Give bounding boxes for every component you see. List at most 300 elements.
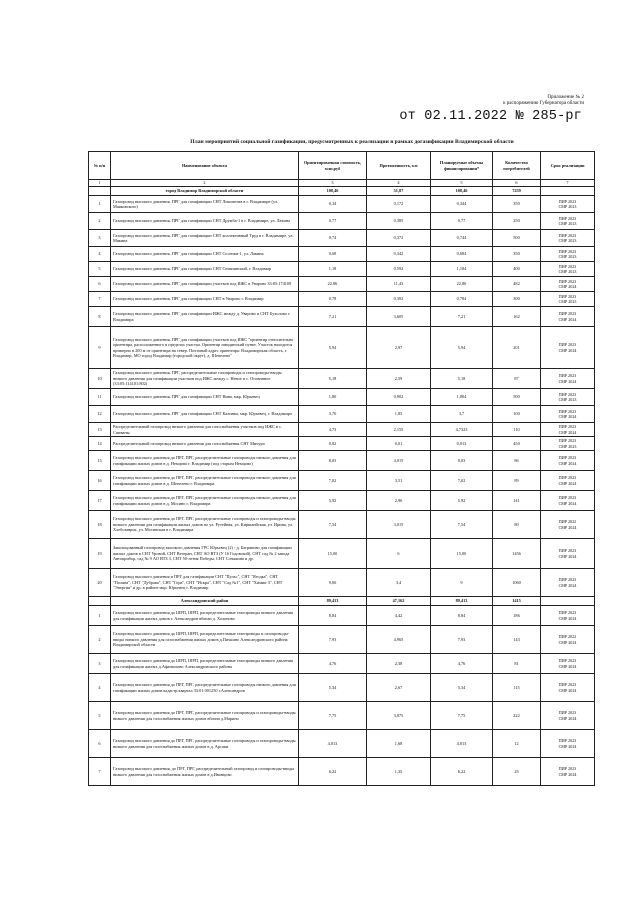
col-num-6: 6 <box>493 180 541 187</box>
approx-cost: 7,54 <box>299 511 367 539</box>
term-line: ПИР 2023 <box>558 248 577 254</box>
consumers-count: 141 <box>493 491 541 511</box>
implementation-term <box>541 451 595 471</box>
object-name: Распределительный газопровод низкого давления для газоснабжения СНТ Мичуро <box>111 437 299 451</box>
approx-cost: 8,03 <box>299 451 367 471</box>
order-date-number: от 02.11.2022 № 285-рг <box>399 109 582 124</box>
row-number: 4 <box>89 674 111 702</box>
column-number-row <box>89 180 595 187</box>
pipe-length: 2,59 <box>367 369 431 389</box>
col-num-2: 2 <box>111 180 299 187</box>
approx-cost: 5,94 <box>299 327 367 369</box>
implementation-term <box>541 277 595 292</box>
planned-financing: 8,03 <box>431 451 493 471</box>
appendix-order-ref: к распоряжению Губернатора области <box>503 101 584 106</box>
pipe-length: 0,392 <box>367 292 431 307</box>
section-cost: 89,413 <box>299 597 367 606</box>
object-name: Газопровод высокого давления, ПРГ для газификации СНТ в Уварово г. Владимир <box>111 292 299 307</box>
term-line: СМР 2024 <box>558 715 577 721</box>
object-name: Газопровод высокого давления, ПРГ для газификации СНТ Нива, мкр. Юрьевец <box>111 389 299 406</box>
term-line: СМР 2024 <box>558 582 577 588</box>
table-row <box>89 213 595 230</box>
consumers-count: 350 <box>493 196 541 213</box>
section-cost: 108,46 <box>299 187 367 196</box>
appendix-block <box>384 95 584 107</box>
term-line: ПИР 2023 <box>558 278 577 284</box>
table-row <box>89 230 595 247</box>
term-line: СМР 2024 <box>558 347 577 353</box>
pipe-length: 4,42 <box>367 606 431 626</box>
object-name: Газопровод высокого давления до ПРГ, ПРГ, распределительные газопроводы низкого давления для газификации жилых домов в д. Мосино г. Владимира <box>111 491 299 511</box>
table-row <box>89 406 595 423</box>
table-row <box>89 471 595 491</box>
term-line: СМР 2024 <box>558 316 577 322</box>
term-line: ПИР 2023 <box>558 391 577 397</box>
approx-cost: 0,77 <box>299 213 367 230</box>
implementation-term <box>541 730 595 758</box>
implementation-term <box>541 369 595 389</box>
object-name: Газопровод высокого давления до ПРГ, ПРГ, распределительные газопроводы и газопроводы-вводы низкого давления для газоснабжения жилых домов вблизи д.Марино <box>111 702 299 730</box>
planned-financing: 0,744 <box>431 230 493 247</box>
section-num <box>89 597 111 606</box>
col-header-length: Протяженность, км <box>367 152 431 180</box>
consumers-count: 186 <box>493 606 541 626</box>
object-name: Распределительный газопровод низкого давления для газоснабжения участков под ИЖС в с. Спиваны <box>111 423 299 437</box>
pipe-length: 0,902 <box>367 389 431 406</box>
table-row <box>89 569 595 597</box>
table-row <box>89 702 595 730</box>
row-number: 17 <box>89 491 111 511</box>
table-row <box>89 730 595 758</box>
implementation-term <box>541 327 595 369</box>
term-line: СМР 2024 <box>558 429 577 435</box>
pipe-length: 4,965 <box>367 626 431 654</box>
object-name: Газопровод высокого давления, ПРГ для газификации участков под ИЖС в Уварово 33:05:174109 <box>111 277 299 292</box>
consumers-count: 100 <box>493 406 541 423</box>
pipe-length: 2,96 <box>367 491 431 511</box>
table-row <box>89 262 595 277</box>
consumers-count: 201 <box>493 327 541 369</box>
approx-cost: 7,02 <box>299 471 367 491</box>
table-row <box>89 539 595 569</box>
object-name: Газопровод высокого давления до ПРГ, ПРГ, распределительные газопроводы низкого давления для газификации жилых домов в д. Немцово г. Владимир (под старым Немцово) <box>111 451 299 471</box>
pipe-length: 2,155 <box>367 423 431 437</box>
term-line: СМР 2024 <box>558 663 577 669</box>
table-row <box>89 327 595 369</box>
planned-financing: 9 <box>431 569 493 597</box>
row-number: 3 <box>89 230 111 247</box>
term-line: ПИР 2023 <box>558 682 577 688</box>
term-line: ПИР 2023 <box>558 263 577 269</box>
row-number: 3 <box>89 654 111 674</box>
approx-cost: 4,013 <box>299 730 367 758</box>
col-header-num: № п/п <box>89 152 111 180</box>
term-line: СМР 2023 <box>558 269 577 274</box>
term-line: СМР 2024 <box>558 414 577 419</box>
row-number: 18 <box>89 511 111 539</box>
approx-cost: 1,80 <box>299 389 367 406</box>
term-line: ПИР 2023 <box>558 455 577 461</box>
planned-financing: 7,93 <box>431 626 493 654</box>
consumers-count: 25 <box>493 758 541 786</box>
object-name: Газопровод высокого давления до ШРП, ШРП, распределительные газопроводы низкого давления для газификации жилых домов г. Александров вблизи д. Холоново <box>111 606 299 626</box>
pipe-length: 4,015 <box>367 451 431 471</box>
term-line: СМР 2023 <box>558 238 577 243</box>
table-row <box>89 626 595 654</box>
implementation-term <box>541 758 595 786</box>
object-name: Газопровод высокого давления, ПРГ для газификации СНТ Калинка, мкр. Юрьевец, г. Владимира <box>111 406 299 423</box>
planned-financing: 6,22 <box>431 758 493 786</box>
object-name: Газопровод высокого давления, ПРГ, распределительные газопроводы и газопроводы-вводы низкого давления для газификации участков под ИЖС между с. Невое и с. Осовинное (33:05:114101:802) <box>111 369 299 389</box>
planned-financing: 4,013 <box>431 730 493 758</box>
section-consumers: 1415 <box>493 597 541 606</box>
object-name: Газопровод высокого давления до ПРГ, ПРГ, распределительные газопроводы и газопроводы-вводы низкого давления для газоснабжения жилых домов в д. Арсаки <box>111 730 299 758</box>
approx-cost: 5,92 <box>299 491 367 511</box>
approx-cost: 7,21 <box>299 307 367 327</box>
term-line: ПИР 2023 <box>558 738 577 744</box>
implementation-term <box>541 230 595 247</box>
approx-cost: 4,76 <box>299 654 367 674</box>
term-line: СМР 2024 <box>558 378 577 384</box>
implementation-term <box>541 606 595 626</box>
term-line: ПИР 2023 <box>558 198 577 204</box>
object-name: Газопровод высокого давления до ШРП, ШРП, распределительные газопроводы низкого давления для газификации жилых д.Афанасьево Александровского района <box>111 654 299 674</box>
implementation-term <box>541 674 595 702</box>
term-line: ПИР 2023 <box>558 475 577 481</box>
term-line: СМР 2024 <box>558 500 577 506</box>
table-row <box>89 758 595 786</box>
term-line: СМР 2023 <box>558 397 577 402</box>
row-number: 2 <box>89 626 111 654</box>
object-name: Газопровод высокого давления до ПРГ, ПРГ, распределительные газопроводы низкого давления для газификации жилых домов кадастр.квартал 33:01:001250 г.Александров <box>111 674 299 702</box>
row-number: 1 <box>89 196 111 213</box>
implementation-term <box>541 539 595 569</box>
implementation-term <box>541 292 595 307</box>
pipe-length: 2,97 <box>367 327 431 369</box>
term-line: СМР 2024 <box>558 460 577 466</box>
planned-financing: 15,00 <box>431 539 493 569</box>
planned-financing: 0,013 <box>431 437 493 451</box>
pipe-length: 3,51 <box>367 471 431 491</box>
row-number: 12 <box>89 406 111 423</box>
table-row <box>89 307 595 327</box>
section-consumers: 7259 <box>493 187 541 196</box>
consumers-count: 300 <box>493 292 541 307</box>
term-line: СМР 2023 <box>558 254 577 259</box>
pipe-length: 1,35 <box>367 758 431 786</box>
table-row <box>89 369 595 389</box>
table-row <box>89 511 595 539</box>
table-row <box>89 389 595 406</box>
consumers-count: 89 <box>493 471 541 491</box>
implementation-term <box>541 471 595 491</box>
col-header-term: Срок реализации <box>541 152 595 180</box>
object-name: Газопровод высокого давления, ПРГ для газификации СНТ Сосенки-1, ул. Лакина <box>111 247 299 262</box>
term-line: СМР 2024 <box>558 771 577 777</box>
approx-cost: 5,34 <box>299 674 367 702</box>
object-name: Газопровод высокого давления до ШРП, ШРП, распределительные газопроводы и газопроводы-вводы низкого давления для газоснабжения жилых домов д.Пичкино Александровского района Владимирской области <box>111 626 299 654</box>
term-line: СМР 2024 <box>558 284 577 289</box>
consumers-count: 162 <box>493 307 541 327</box>
implementation-term <box>541 702 595 730</box>
term-line: ПИР 2023 <box>558 495 577 501</box>
planned-financing: 1,184 <box>431 262 493 277</box>
col-num-5: 5 <box>431 180 493 187</box>
approx-cost: 7,75 <box>299 702 367 730</box>
table-row <box>89 654 595 674</box>
consumers-count: 500 <box>493 230 541 247</box>
planned-financing: 0,684 <box>431 247 493 262</box>
approx-cost: 6,22 <box>299 758 367 786</box>
implementation-term <box>541 262 595 277</box>
implementation-term <box>541 406 595 423</box>
term-line: СМР 2023 <box>558 443 577 449</box>
pipe-length: 2,67 <box>367 674 431 702</box>
consumers-count: 350 <box>493 247 541 262</box>
approx-cost: 1,18 <box>299 262 367 277</box>
implementation-term <box>541 569 595 597</box>
planned-financing: 8,84 <box>431 606 493 626</box>
row-number: 7 <box>89 292 111 307</box>
col-header-consumers: Количество потребителей <box>493 152 541 180</box>
consumers-count: 450 <box>493 437 541 451</box>
implementation-term <box>541 511 595 539</box>
table-row <box>89 247 595 262</box>
section-term <box>541 187 595 196</box>
consumers-count: 81 <box>493 654 541 674</box>
table-body <box>89 187 595 786</box>
term-line: ПИР 2023 <box>558 311 577 317</box>
term-line: ПИР 2023 <box>558 408 577 414</box>
term-line: ПИР 2023 <box>558 710 577 716</box>
term-line: СМР 2024 <box>558 615 577 621</box>
section-length: 47,162 <box>367 597 431 606</box>
section-finance: 108,46 <box>431 187 493 196</box>
term-line: СМР 2024 <box>558 524 577 530</box>
implementation-term <box>541 307 595 327</box>
section-name: город Владимир Владимирской области <box>111 187 299 196</box>
term-line: ПИР 2023 <box>558 610 577 616</box>
section-num <box>89 187 111 196</box>
pipe-length: 3,015 <box>367 511 431 539</box>
table-row <box>89 423 595 437</box>
col-num-3: 3 <box>299 180 367 187</box>
approx-cost: 8,84 <box>299 606 367 626</box>
planned-financing: 1,804 <box>431 389 493 406</box>
object-name: Газопровод высокого давления, ПРГ для газификации СНТ Дружба-1 в г. Владимире, ул. Лакина <box>111 213 299 230</box>
consumers-count: 1060 <box>493 569 541 597</box>
consumers-count: 12 <box>493 730 541 758</box>
col-header-cost: Ориентировочная стоимость, млн.руб <box>299 152 367 180</box>
approx-cost: 22,86 <box>299 277 367 292</box>
appendix-number: Приложение № 2 <box>547 95 584 100</box>
term-line: СМР 2024 <box>558 480 577 486</box>
planned-financing: 22,86 <box>431 277 493 292</box>
object-name: Газопровод высокого давления, ПРГ для газификации СНТ Семязинский, г. Владимир <box>111 262 299 277</box>
term-line: ПИР 2023 <box>558 577 577 583</box>
implementation-term <box>541 213 595 230</box>
table-row <box>89 437 595 451</box>
section-finance: 89,413 <box>431 597 493 606</box>
planned-financing: 0,784 <box>431 292 493 307</box>
term-line: ПИР 2023 <box>558 766 577 772</box>
term-line: ПИР 2023 <box>558 342 577 348</box>
implementation-term <box>541 423 595 437</box>
col-num-7: 7 <box>541 180 595 187</box>
implementation-term <box>541 491 595 511</box>
approx-cost: 4,73 <box>299 423 367 437</box>
planned-financing: 7,54 <box>431 511 493 539</box>
object-name: Газопровод высокого давления до ПРГ, ПРГ, распределительные газопроводы и газопроводы-вводы низкого давления для газификации жилых домов по ул. Рутейная, ул. Киршанйская, ул. Ирина, ул. Хлебозаврок, ул. Мосинская в г. Владимира <box>111 511 299 539</box>
term-line: ПИР 2023 <box>558 424 577 430</box>
row-number: 9 <box>89 327 111 369</box>
planned-financing: 0,344 <box>431 196 493 213</box>
approx-cost: 9,06 <box>299 569 367 597</box>
object-name: Газопровод высокого давления, до ПРГ, ПРГ, распределительный газопровод и газопроводы-вводы низкого давления для газоснабжения жилых домов в д.Иванцово <box>111 758 299 786</box>
pipe-length: 3,605 <box>367 307 431 327</box>
object-name: Газопровод высокого давления, ПРГ для газификации ИЖС между д. Уварово и СНТ Бухолово г. Владимира <box>111 307 299 327</box>
object-name: Газопровод высокого давления, ПРГ для газификации участков под ИЖС "ориентир относительно ориентира, расположенного в пределах участка. Ориентир заводинский пункт. Участок находится примерно в 200 м от ориентира на север. Почтовый адрес ориентира: Владимирская область, г. Владимир, МО город Владимир (городской округ), д. Шепелево" <box>111 327 299 369</box>
planned-financing: 7,75 <box>431 702 493 730</box>
consumers-count: 86 <box>493 451 541 471</box>
pipe-length: 1,68 <box>367 730 431 758</box>
row-number: 5 <box>89 262 111 277</box>
implementation-term <box>541 654 595 674</box>
term-line: СМР 2024 <box>558 553 577 559</box>
pipe-length: 0,172 <box>367 196 431 213</box>
section-name: Александровский район <box>111 597 299 606</box>
plan-table <box>88 151 595 786</box>
term-line: СМР 2024 <box>558 639 577 645</box>
pipe-length: 0,01 <box>367 437 431 451</box>
row-number: 16 <box>89 471 111 491</box>
consumers-count: 500 <box>493 389 541 406</box>
row-number: 4 <box>89 247 111 262</box>
pipe-length: 6 <box>367 539 431 569</box>
object-name: Газопровод высокого давления до ПРГ, ПРГ, распределительные газопроводы низкого давления для газификации жилых домов в д. Шепелево г. Владимира <box>111 471 299 491</box>
implementation-term <box>541 437 595 451</box>
row-number: 20 <box>89 569 111 597</box>
pipe-length: 0,372 <box>367 230 431 247</box>
term-line: ПИР 2023 <box>558 232 577 238</box>
row-number: 2 <box>89 213 111 230</box>
row-number: 15 <box>89 451 111 471</box>
row-number: 11 <box>89 389 111 406</box>
approx-cost: 7,93 <box>299 626 367 654</box>
table-row <box>89 292 595 307</box>
row-number: 7 <box>89 758 111 786</box>
term-line: СМР 2023 <box>558 221 577 226</box>
approx-cost: 0,74 <box>299 230 367 247</box>
header-row <box>89 152 595 180</box>
section-row <box>89 187 595 196</box>
term-line: ПИР 2022 <box>558 634 577 640</box>
term-line: СМР 2024 <box>558 687 577 693</box>
row-number: 13 <box>89 423 111 437</box>
consumers-count: 1456 <box>493 539 541 569</box>
consumers-count: 143 <box>493 626 541 654</box>
pipe-length: 1,85 <box>367 406 431 423</box>
pipe-length: 11,43 <box>367 277 431 292</box>
planned-financing: 5,34 <box>431 674 493 702</box>
table-row <box>89 451 595 471</box>
implementation-term <box>541 247 595 262</box>
consumers-count: 110 <box>493 423 541 437</box>
planned-financing: 5,94 <box>431 327 493 369</box>
pipe-length: 0,385 <box>367 213 431 230</box>
planned-financing: 4,7323 <box>431 423 493 437</box>
table-row <box>89 277 595 292</box>
row-number: 6 <box>89 730 111 758</box>
object-name: Закольцованный газопровод высокого давления ГРС Юрьевец (2) - д. Багряново для газификации жилых домов в СНТ Уровой, СНТ Ветеран, СНТ АО ВТЗ (У 16 Годовской), СНТ сад № 2 завода Автоприбор, сад № 9 АО ВТЗ 3, СНТ 50-летия Победы, СНТ Созыкина и др. <box>111 539 299 569</box>
row-number: 19 <box>89 539 111 569</box>
approx-cost: 0,02 <box>299 437 367 451</box>
term-line: ПИР 2023 <box>558 373 577 379</box>
row-number: 5 <box>89 702 111 730</box>
approx-cost: 0,68 <box>299 247 367 262</box>
planned-financing: 3,7 <box>431 406 493 423</box>
section-row <box>89 597 595 606</box>
planned-financing: 5,18 <box>431 369 493 389</box>
table-row <box>89 674 595 702</box>
object-name: Газопровод высокого давления, ПРГ для газификации СНТ Локомотив в г. Владимире (ул. Маяковского) <box>111 196 299 213</box>
planned-financing: 7,02 <box>431 471 493 491</box>
planned-financing: 0,77 <box>431 213 493 230</box>
consumers-count: 400 <box>493 262 541 277</box>
section-term <box>541 597 595 606</box>
planned-financing: 4,76 <box>431 654 493 674</box>
table-row <box>89 491 595 511</box>
planned-financing: 5,92 <box>431 491 493 511</box>
object-name: Газопровод высокого давления, ПРГ для газификации СНТ коллективный Труд в г. Владимире, ул. Мякина <box>111 230 299 247</box>
row-number: 6 <box>89 277 111 292</box>
term-line: СМР 2024 <box>558 743 577 749</box>
consumers-count: 250 <box>493 213 541 230</box>
term-line: ПИР 2023 <box>558 215 577 221</box>
approx-cost: 0,78 <box>299 292 367 307</box>
object-name: Газопровод высокого давления и ПРГ для газификации СНТ "Пульс", СНТ "Ягодка", СНТ "Поляна", СНТ "Дубрава", СНТ "Гора", СНТ "Искра", СНТ "Сад №1", СНТ "Химик-3", СНТ "Энергия" и др. в районе мкр. Юрьевец г. Владимир <box>111 569 299 597</box>
row-number: 1 <box>89 606 111 626</box>
document-title: План мероприятий социальной газификации, предусмотренных к реализации в рамках догазификации Владимирской области <box>190 139 514 145</box>
consumers-count: 115 <box>493 674 541 702</box>
consumers-count: 222 <box>493 702 541 730</box>
planned-financing: 7,21 <box>431 307 493 327</box>
pipe-length: 0,592 <box>367 262 431 277</box>
term-line: ПИР 2023 <box>558 658 577 664</box>
approx-cost: 15,00 <box>299 539 367 569</box>
consumers-count: 87 <box>493 369 541 389</box>
term-line: ПИР 2023 <box>558 548 577 554</box>
term-line: СМР 2023 <box>558 299 577 304</box>
section-length: 51,87 <box>367 187 431 196</box>
term-line: ПИР 2022 <box>558 519 577 525</box>
approx-cost: 0,34 <box>299 196 367 213</box>
consumers-count: 80 <box>493 511 541 539</box>
approx-cost: 3,70 <box>299 406 367 423</box>
term-line: СМР 2023 <box>558 204 577 209</box>
pipe-length: 3,875 <box>367 702 431 730</box>
term-line: ПИР 2023 <box>558 293 577 299</box>
col-header-name: Наименование объекта <box>111 152 299 180</box>
row-number: 10 <box>89 369 111 389</box>
implementation-term <box>541 626 595 654</box>
pipe-length: 0,342 <box>367 247 431 262</box>
pipe-length: 2,38 <box>367 654 431 674</box>
implementation-term <box>541 389 595 406</box>
table-row <box>89 606 595 626</box>
col-num-1: 1 <box>89 180 111 187</box>
pipe-length: 3,4 <box>367 569 431 597</box>
